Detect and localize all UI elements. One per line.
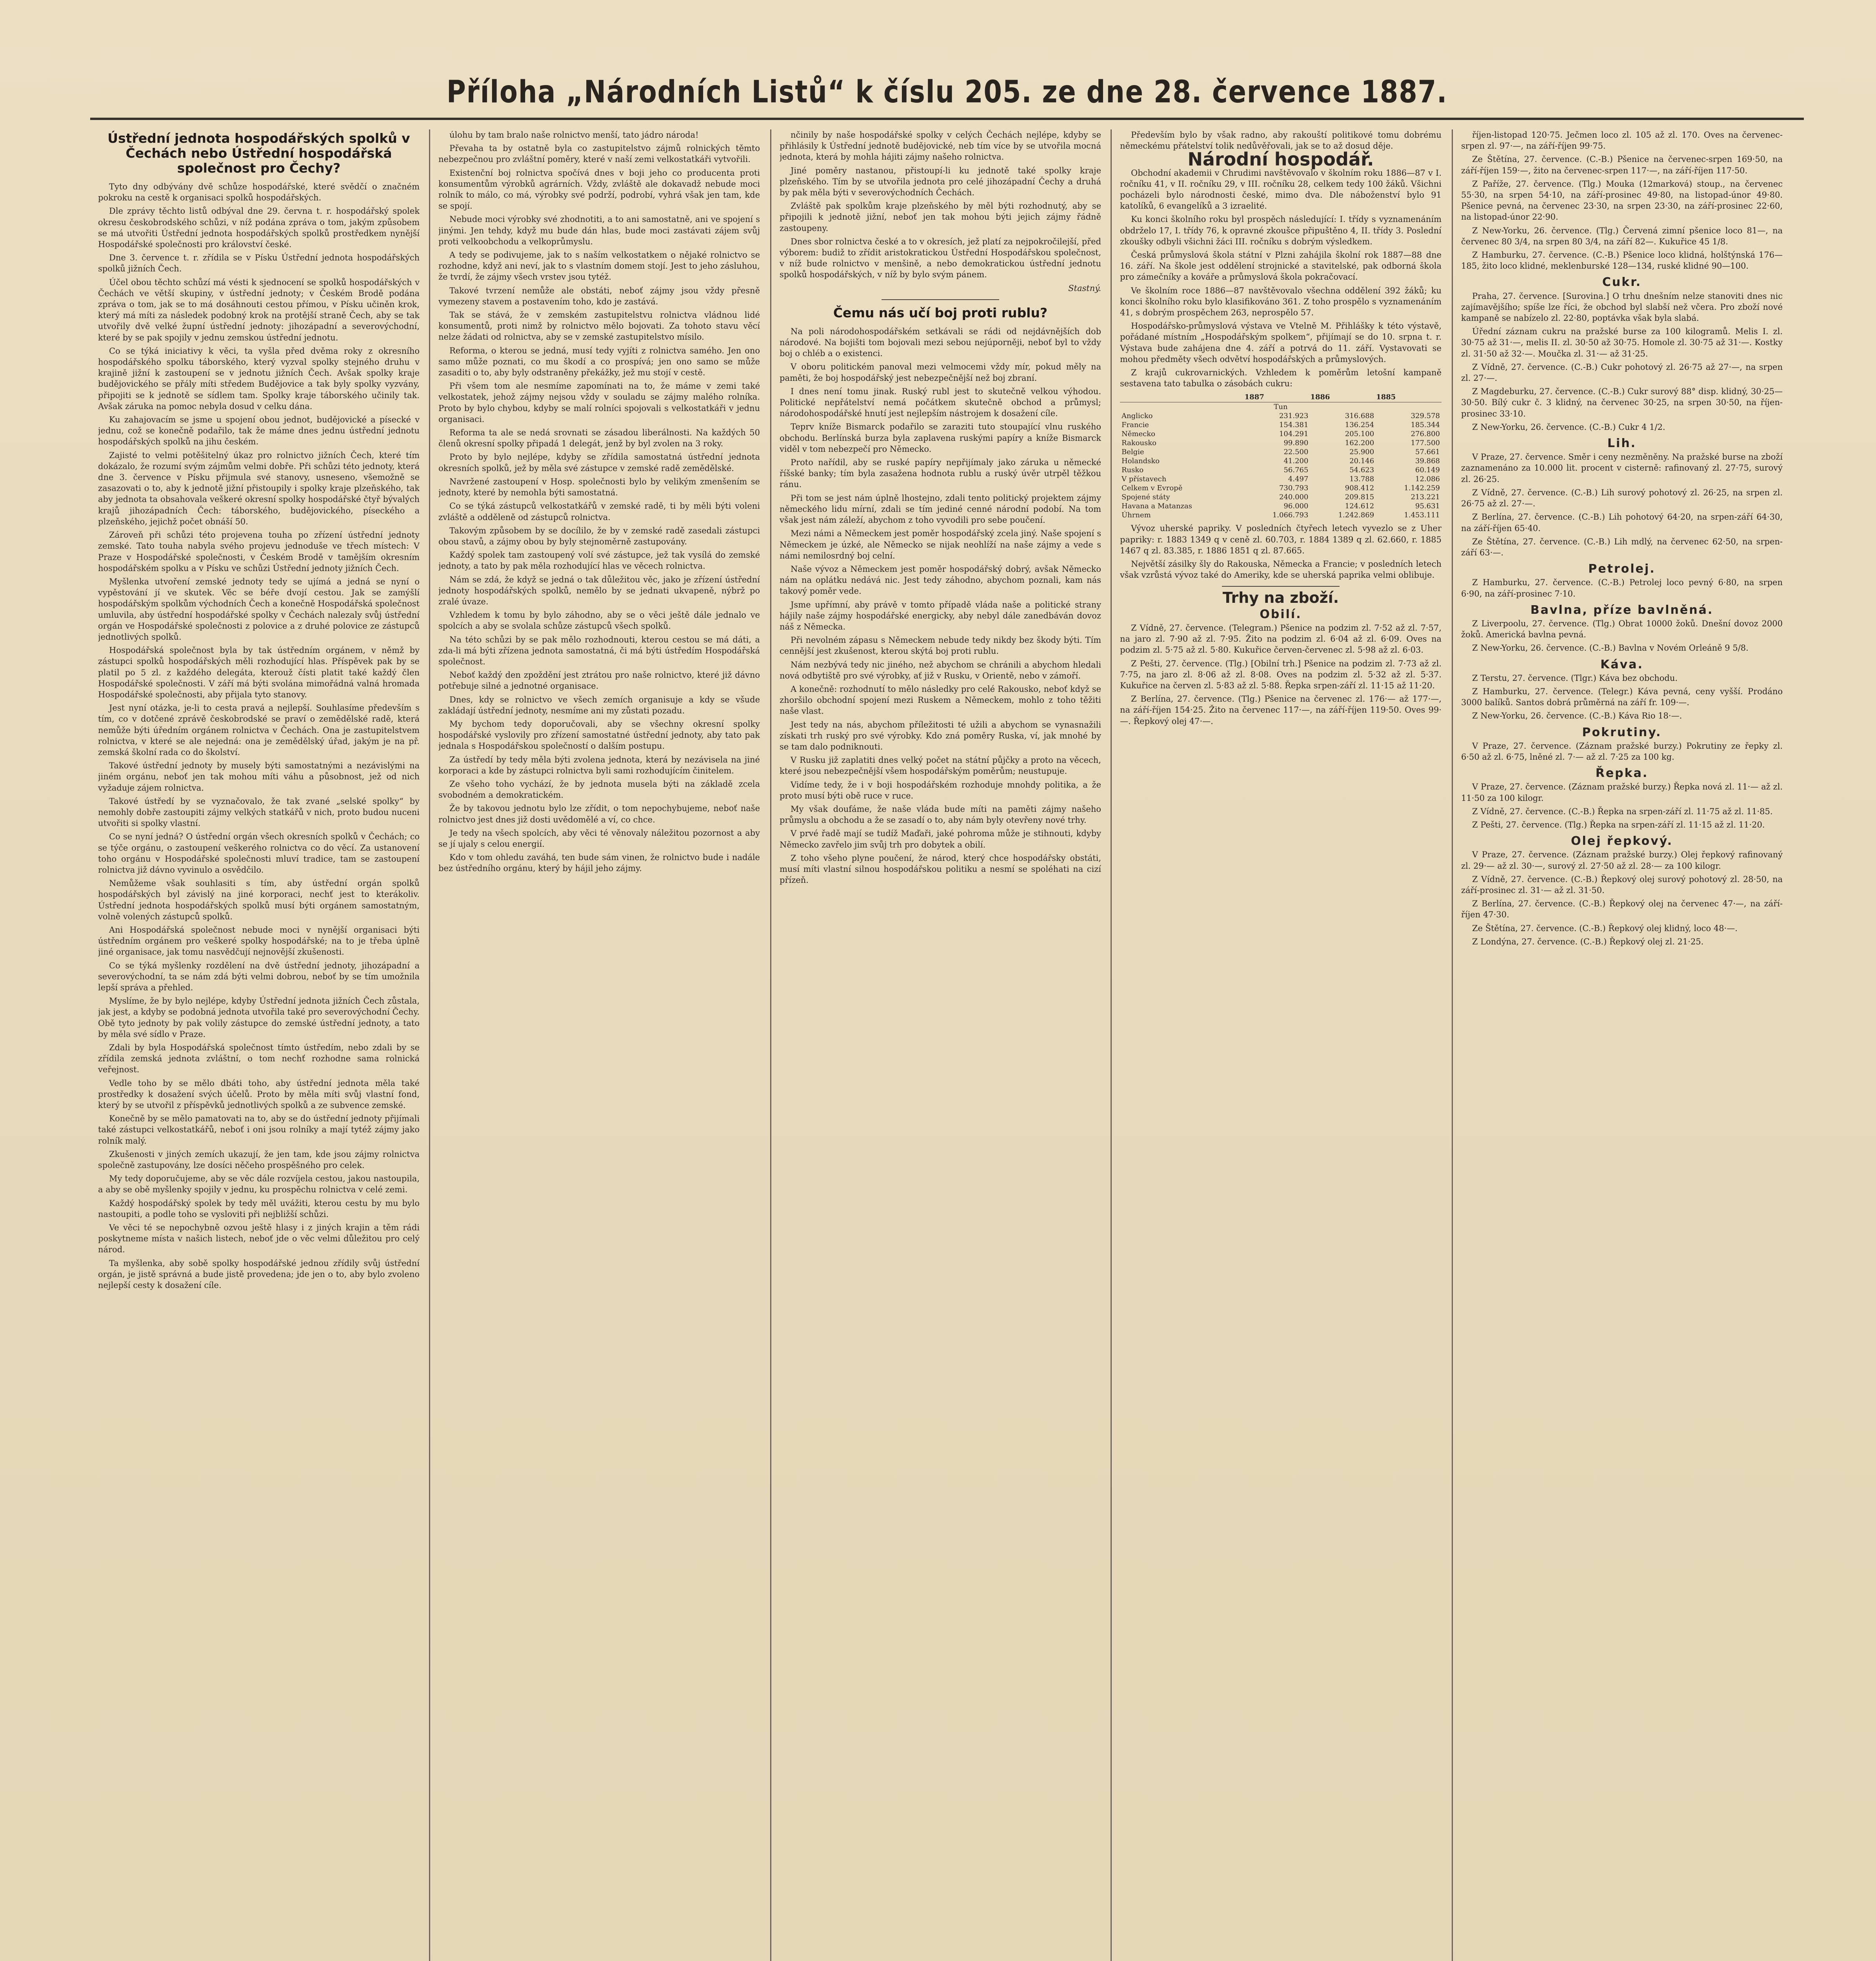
- paragraph: Navržené zastoupení v Hosp. společnosti bylo by velikým zmenšením se jednoty, které by nemohla býti samostatná.: [438, 477, 760, 498]
- paragraph: Hospodářská společnost byla by tak ústředním orgánem, v němž by zástupci spolků hospodářských měli rozhodující hlas. Příspěvek pak by se platil po 5 zl. z každého delegáta, kterouž čísti platit také každý člen Hospodářské společnosti. V září má býti svolána mimořádná valná hromada Hospodářské společnosti, aby přijala tyto stanovy.: [98, 646, 420, 699]
- subsection-title: Bavlna, příze bavlněná.: [1530, 603, 1714, 617]
- paragraph: Jsme upřímní, aby právě v tomto případě vláda naše a politické strany hájily naše zájmy hospodářské energicky, aby nebyl dále zanedbáván dovoz náš z Německa.: [780, 600, 1101, 631]
- market-report: Z Hamburku, 27. července. (C.-B.) Petrolej loco pevný 6·80, na srpen 6·90, na září-prosinec 7·10.: [1461, 578, 1783, 598]
- paragraph: Na poli národohospodářském setkávali se rádi od nejdávnějších dob národové. Na bojišti tom bojovali mezi sebou nejúporněji, neboť byl to vždy boj o chléb a o existenci.: [780, 326, 1101, 358]
- table-cell: 95.631: [1415, 502, 1440, 511]
- table-row-label: Holandsko: [1122, 457, 1160, 466]
- column-4: [1120, 129, 1442, 1961]
- paragraph: Účel obou těchto schůzí má vésti k sjednocení se spolků hospodářských v Čechách ve větší skupiny, v ústřední jednoty; v Českém Brodě podána zpráva o tom, jak se to má dosáhnouti cestou přímou, v Písku učiněn krok, který má míti za následek podobný krok na protější straně Čech, aby se tak utvořily dvě velké župní ústřední jednoty: jihozápadní a severovýchodní, které by se pak spojily v jednu zemskou ústřední jednotu.: [98, 277, 420, 342]
- table-cell: 730.793: [1279, 484, 1309, 493]
- paragraph: Konečně by se mělo pamatovati na to, aby se do ústřední jednoty přijímali také zástupci velkostatkářů, neboť i oni jsou rolníky a mají tytéž zájmy jako rolník malý.: [98, 1114, 420, 1146]
- table-cell: 104.291: [1279, 430, 1309, 438]
- paragraph: Dle zprávy těchto listů odbýval dne 29. června t. r. hospodářský spolek okresu českobrodského schůzi, v níž podána zpráva o tom, jakým způsobem se má utvořiti Ústřední jednota hospodářských spolků prostředkem nynější Hospodářské společnosti pro království české.: [98, 206, 420, 249]
- paragraph: Tyto dny odbývány dvě schůze hospodářské, které svědčí o značném pokroku na cestě k organisaci spolků hospodářských.: [98, 182, 420, 203]
- paragraph: Dne 3. července t. r. zřídila se v Písku Ústřední jednota hospodářských spolků jižních Čech.: [98, 253, 420, 274]
- table-cell: 154.381: [1279, 421, 1309, 429]
- separator-rule: [882, 299, 999, 300]
- paragraph: Zároveň při schůzi této projevena touha po zřízení ústřední jednoty zemské. Tato touha nabyla svého projevu jednoduše ve třech místech: V Praze v Hospodářské společnosti, v Českém Brodě v tamějším okresním hospodářském spolku a v Písku ve schůzi Ústřední jednoty jižních Čech.: [98, 530, 420, 573]
- table-row-label: Úhrnem: [1122, 511, 1151, 520]
- paragraph: Vedle toho by se mělo dbáti toho, aby ústřední jednota měla také prostředky k dosažení svých účelů. Proto by měla míti svůj vlastní fond, který by se utvořil z příspěvků jednotlivých spolků a ze subvence zemské.: [98, 1078, 420, 1110]
- article-byline: Stastný.: [1068, 283, 1101, 293]
- paragraph: Převaha ta by ostatně byla co zastupitelstvo zájmů rolnických těmto nebezpečnou pro zvláštní poměry, které v naší zemi velkostatkáři vytvořili.: [438, 144, 760, 164]
- paragraph: Takové ústřední jednoty by musely býti samostatnými a nezávislými na jiném orgánu, neboť jen tak mohou míti váhu a působnost, jež od nich vyžaduje zájem rolnictva.: [98, 761, 420, 793]
- paragraph: Každý hospodářský spolek by tedy měl uvážiti, kterou cestu by mu bylo nastoupiti, a podle toho se vysloviti při nejbližší schůzi.: [98, 1198, 420, 1219]
- paragraph: Při nevolném zápasu s Německem nebude tedy nikdy bez škody býti. Tím cennější jest zkušenost, kterou skýtá boj proti rublu.: [780, 635, 1101, 656]
- table-cell: 25.900: [1349, 448, 1374, 457]
- table-cell: 56.765: [1283, 466, 1309, 475]
- paragraph: Kdo v tom ohledu zaváhá, ten bude sám vinen, že rolnictvo bude i nadále bez ústředního orgánu, který by hájil jeho zájmy.: [438, 853, 760, 873]
- table-cell: 213.221: [1411, 493, 1440, 502]
- table-row: [1120, 493, 1442, 502]
- table-header-cell: 1887: [1244, 392, 1310, 402]
- paragraph: Co se týká zástupců velkostatkářů v zemské radě, ti by měli býti voleni zvláště a odděleně od zástupců rolnictva.: [438, 501, 760, 522]
- table-row-label: Havana a Matanzas: [1122, 502, 1192, 511]
- subsection-title: Řepka.: [1595, 766, 1649, 780]
- table-cell: 99.890: [1283, 439, 1309, 448]
- table-cell: 12.086: [1415, 475, 1440, 484]
- paragraph: Ku konci školního roku byl prospěch následující: I. třídy s vyznamenáním obdrželo 17, I. třídy 76, k opravné zkoušce připuštěno 4, II. třídy 3. Poslední zkoušky odbyli všichni žáci III. ročníku s dobrým výsledkem.: [1120, 215, 1442, 246]
- paragraph: Mezi námi a Německem jest poměr hospodářský zcela jiný. Naše spojení s Německem je úzké, ale Německo se nijak neohlíží na naše zájmy a vede s námi nemilosrdný boj celní.: [780, 529, 1101, 560]
- sugar-stocks-table: [1120, 392, 1442, 520]
- subsection-title: Káva.: [1600, 657, 1643, 671]
- subsection-title: Petrolej.: [1588, 562, 1656, 576]
- table-cell: 209.815: [1345, 493, 1374, 502]
- table-cell: 136.254: [1345, 421, 1374, 429]
- table-unit-row: [1120, 402, 1442, 412]
- market-report: Úřední záznam cukru na pražské burse za 100 kilogramů. Melis I. zl. 30·75 až 31·—, melis II. zl. 30·50 až 30·75. Homole zl. 30·75 až 31·—. Kostky zl. 31·50 až 32·—. Moučka zl. 31·— až 31·25.: [1461, 327, 1783, 358]
- market-report: Ze Štětína, 27. července. (C.-B.) Lih mdlý, na červenec 62·50, na srpen-září 63·—.: [1461, 537, 1783, 557]
- paragraph: Reforma, o kterou se jedná, musí tedy vyjíti z rolnictva samého. Jen ono samo může poznati, co mu škodí a co prospívá; jen ono samo se může zasaditi o to, aby byly odstraněny překážky, jež mu stojí v cestě.: [438, 346, 760, 378]
- table-cell: 205.100: [1345, 430, 1374, 438]
- table-cell: 39.868: [1415, 457, 1440, 466]
- paragraph: Nebude moci výrobky své zhodnotiti, a to ani samostatně, ani ve spojení s jinými. Jen tehdy, když mu bude dán hlas, bude moci zastávati zájem svůj proti velkoobchodu a velkoprůmyslu.: [438, 215, 760, 246]
- paragraph: My bychom tedy doporučovali, aby se všechny okresní spolky hospodářské vyslovily pro zřízení samostatné ústřední jednoty, aby tato pak jednala s Hospodářskou společností o dalším postupu.: [438, 719, 760, 751]
- table-row-label: Francie: [1122, 421, 1149, 429]
- table-cell: 185.344: [1411, 421, 1440, 429]
- paragraph: A konečně: rozhodnutí to mělo následky pro celé Rakousko, neboť když se zhoršilo obchodní spojení mezi Ruskem a Německem, mohlo z toho těžiti naše vlast.: [780, 684, 1101, 716]
- page-title: Příloha „Národních Listů“ k číslu 205. ze dne 28. července 1887.: [446, 75, 1448, 110]
- table-row-label: Rusko: [1122, 466, 1144, 475]
- table-cell: 240.000: [1279, 493, 1309, 502]
- paragraph: Při tom se jest nám úplně lhostejno, zdali tento politický projektem zájmy německého lidu mírní, zdali se tím jediné cenné národní podobí. Na tom však jest nám záleží, abychom z toho vyvodili pro sebe poučení.: [780, 493, 1101, 525]
- section-title: Národní hospodář.: [1187, 149, 1374, 170]
- table-cell: 54.623: [1349, 466, 1374, 475]
- column-divider: [1111, 129, 1112, 1961]
- paragraph: Zkušenosti v jiných zemích ukazují, že jen tam, kde jsou zájmy rolnictva společně zastupovány, lze dosíci něčeho prospěšného pro celek.: [98, 1149, 420, 1170]
- table-cell: 276.800: [1411, 430, 1440, 438]
- subsection-title: Obilí.: [1260, 607, 1302, 621]
- paragraph: Obchodní akademii v Chrudimi navštěvovalo v školním roku 1886—87 v I. ročníku 41, v II. ročníku 29, v III. ročníku 28, celkem tedy 100 žáků. Všichni pocházeli bylo národnosti české, mimo dva. Dle náboženství bylo 91 katolíků, 6 evangelíků a 3 izraelité.: [1120, 168, 1442, 211]
- paragraph: Ta myšlenka, aby sobě spolky hospodářské jednou zřídily svůj ústřední orgán, je jistě správná a bude jistě provedena; jde jen o to, aby bylo zvoleno nejlepší cesty k dosažení cíle.: [98, 1258, 420, 1290]
- column-2: [438, 129, 760, 1961]
- table-cell: 1.142.259: [1404, 484, 1440, 493]
- table-cell: 41.200: [1283, 457, 1309, 466]
- table-row: [1120, 511, 1442, 520]
- paragraph: Myslíme, že by bylo nejlépe, kdyby Ústřední jednota jižních Čech zůstala, jak jest, a kdyby se podobná jednota utvořila také pro severovýchodní Čechy. Obě tyto jednoty by pak volily zástupce do zemské ústřední jednoty, a tato by měla své sídlo v Praze.: [98, 996, 420, 1039]
- market-report: V Praze, 27. července. Směr i ceny nezměněny. Na pražské burse na zboží zaznamenáno za 10.000 lit. procent v cisterně: rafinovaný zl. 27·75, surový zl. 26·25.: [1461, 452, 1783, 484]
- column-5: [1461, 129, 1783, 1961]
- table-body: [1120, 411, 1442, 520]
- paragraph: Teprv kníže Bismarck podařilo se zaraziti tuto stoupající vlnu ruského obchodu. Berlínská burza byla zaplavena ruskými papíry a kníže Bismarck viděl v tom nebezpečí pro Německo.: [780, 422, 1101, 454]
- paragraph: Reforma ta ale se nedá srovnati se zásadou liberálnosti. Na každých 50 členů okresní spolky připadá 1 delegát, jenž by byl zvolen na 3 roky.: [438, 428, 760, 449]
- paragraph: Je tedy na všech spolcích, aby věci té věnovaly náležitou pozornost a aby se jí ujaly s celou energií.: [438, 828, 760, 849]
- paragraph: Ku zahajovacím se jsme u spojení obou jednot, budějovické a písecké v jednu, což se konečně podařilo, tak že máme dnes jednu ústřední jednotu hospodářských spolků na jihu českém.: [98, 415, 420, 447]
- market-report: Z Pešti, 27. července. (Tlg.) [Obilní trh.] Pšenice na podzim zl. 7·73 až zl. 7·75, na jaro zl. 8·06 až zl. 8·08. Oves na podzim zl. 5·32 až zl. 5·37. Kukuřice na červen zl. 5·83 až zl. 5·88. Řepka srpen-září zl. 11·15 až 11·20.: [1120, 659, 1442, 690]
- table-cell: 22.500: [1283, 448, 1309, 457]
- paragraph: Každý spolek tam zastoupený volí své zástupce, jež tak vysílá do zemské jednoty, a tato by pak měla rozhodující hlas ve věcech rolnictva.: [438, 550, 760, 571]
- market-report: Z Hamburku, 27. července. (C.-B.) Pšenice loco klidná, holštýnská 176—185, žito loco klidné, meklenburské 128—134, ruské klidné 90—100.: [1461, 250, 1783, 271]
- table-cell: 96.000: [1283, 502, 1309, 511]
- market-report: Z Paříže, 27. července. (Tlg.) Mouka (12marková) stoup., na červenec 55·30, na srpen 54·10, na září-prosinec 49·80, na listopad-únor 49·80. Pšenice pevná, na červenec 23·30, na srpen 23·30, na září-prosinec 22·60, na listopad-únor 22·90.: [1461, 179, 1783, 222]
- market-report: Z Londýna, 27. července. (C.-B.) Řepkový olej zl. 21·25.: [1472, 937, 1704, 946]
- market-report: říjen-listopad 120·75. Ječmen loco zl. 105 až zl. 170. Oves na červenec-srpen zl. 97·—, na září-říjen 99·75.: [1461, 130, 1783, 151]
- paragraph: Vidíme tedy, že i v boji hospodářském rozhoduje mnohdy politika, a že proto musí býti obě ruce v ruce.: [780, 780, 1101, 800]
- paragraph: Dnes sbor rolnictva české a to v okresích, jež platí za nejpokročilejší, před výborem: budiž to zřídit aristokratickou Ústřední Hospodářskou společnost, v níž bude rolnictvo v menšině, a nebo demokratickou ústřední jednotu spolků hospodářských, v níž by bylo svým pánem.: [780, 236, 1101, 280]
- table-cell: 1.066.793: [1272, 511, 1309, 520]
- table-header-cell: [1120, 392, 1244, 402]
- table-cell: 4.497: [1288, 475, 1309, 484]
- paragraph: Ani Hospodářská společnost nebude moci v nynější organisaci býti ústředním orgánem pro veškeré spolky hospodářské; na to je třeba úplně jiné organisace, jak tomu nasvědčují nejnovější zkušenosti.: [98, 925, 420, 957]
- table-cell: 231.923: [1279, 412, 1309, 420]
- paragraph: Jiné poměry nastanou, přistoupí-li ku jednotě také spolky kraje plzeňského. Tím by se utvořila jednota pro celé jihozápadní Čechy a druhá by pak měla býti v severovýchodních Čechách.: [780, 166, 1101, 198]
- paragraph: Takovým způsobem by se docílilo, že by v zemské radě zasedali zástupci obou stavů, a zájmy obou by byly stejnoměrně zastupovány.: [438, 526, 760, 546]
- column-3: [780, 129, 1101, 1961]
- paragraph: Především bylo by však radno, aby rakouští politikové tomu dobrému německému přátelství tolik nedůvěřovali, jak se to až dosud děje.: [1120, 130, 1442, 151]
- table-cell: 162.200: [1345, 439, 1374, 448]
- paragraph: Dnes, kdy se rolnictvo ve všech zemích organisuje a kdy se všude zakládají ústřední jednoty, nesmíme ani my zůstati pozadu.: [438, 695, 760, 715]
- page-header: [90, 75, 1804, 120]
- table-cell: 177.500: [1411, 439, 1440, 448]
- table-row-label: Německo: [1122, 430, 1155, 438]
- market-report: V Praze, 27. července. (Záznam pražské burzy.) Pokrutiny ze řepky zl. 6·50 až zl. 6·75, lněné zl. 7·— až zl. 7·25 za 100 kg.: [1461, 741, 1783, 762]
- table-row: [1120, 466, 1442, 475]
- table-cell: 329.578: [1411, 412, 1440, 420]
- column-divider: [770, 129, 771, 1961]
- paragraph: Nám nezbývá tedy nic jiného, než abychom se chránili a abychom hledali nová odbytiště pro své výrobky, ať již v Rusku, v Orientě, nebo v zámoří.: [780, 660, 1101, 680]
- paragraph: nčinily by naše hospodářské spolky v celých Čechách nejlépe, kdyby se přihlásily k Ústřední jednotě budějovické, neb tím více by se utvořila mocná jednota, která by mohla hájiti zájmy našeho rolnictva.: [780, 130, 1101, 162]
- market-report: V Praze, 27. července. (Záznam pražské burzy.) Řepka nová zl. 11·— až zl. 11·50 za 100 kilogr.: [1461, 782, 1783, 803]
- paragraph: My však doufáme, že naše vláda bude míti na paměti zájmy našeho průmyslu a obchodu a že se zasadí o to, aby nám byly otevřeny nové trhy.: [780, 804, 1101, 825]
- paragraph: Neboť každý den zpoždění jest ztrátou pro naše rolnictvo, které již dávno potřebuje silné a jednotné organisace.: [438, 670, 760, 691]
- paragraph: Česká průmyslová škola státní v Plzni zahájila školní rok 1887—88 dne 16. září. Na škole jest oddělení strojnické a stavitelské, pak odborná škola pro zámečníky a kováře a průmyslová škola pokračovací.: [1120, 250, 1442, 282]
- market-report: Z Vídně, 27. července. (C.-B.) Cukr pohotový zl. 26·75 až 27·—, na srpen zl. 27·—.: [1461, 362, 1783, 383]
- paragraph: Nám se zdá, že když se jedná o tak důležitou věc, jako je zřízení ústřední jednoty hospodářských spolků, nemělo by se jednati ukvapeně, nýbrž po zralé úvaze.: [438, 575, 760, 606]
- paragraph: Z toho všeho plyne poučení, že národ, který chce hospodářsky obstáti, musí míti vlastní silnou hospodářskou politiku a nesmí se spoléhati na cizí přízeň.: [780, 853, 1101, 885]
- column-divider: [429, 129, 430, 1961]
- subsection-title: Olej řepkový.: [1571, 834, 1673, 848]
- table-row-label: Anglicko: [1122, 412, 1153, 420]
- article-title: Ústřední jednota hospodářských spolků v Čechách nebo Ústřední hospodářská společnost pro Čechy?: [107, 131, 410, 176]
- paragraph: Co se nyní jedná? O ústřední orgán všech okresních spolků v Čechách; co se týče orgánu, o zastoupení veškerého rolnictva co do věcí. Za ustanovení toho orgánu v Hospodářské společnosti mluví tradice, tam se zastoupení rolnictva již dávno vyvinulo a osvědčilo.: [98, 832, 420, 875]
- table-cell: 1.453.111: [1404, 511, 1440, 520]
- paragraph: Naše vývoz a Německem jest poměr hospodářský dobrý, avšak Německo nám na oplátku nedává nic. Jest tedy záhodno, abychom poznali, kam nás takový poměr vede.: [780, 564, 1101, 596]
- paragraph: Na této schůzi by se pak mělo rozhodnouti, kterou cestou se má dáti, a zda-li má býti zřízena jednota samostatná, či má býti ústředím Hospodářská společnost.: [438, 635, 760, 666]
- paragraph: Existenční boj rolnictva spočívá dnes v boji jeho co producenta proti konsumentům výrobků agrárních. Vždy, zvláště ale dokavadž nebude moci rolník to málo, co má, výrobky své podrží, podrobí, vyhrá však jen tam, kde se spojí.: [438, 168, 760, 211]
- market-report: Praha, 27. července. [Surovina.] O trhu dnešním nelze stanoviti dnes nic zajímavějšího; spíše lze říci, že obchod byl slabší než včera. Pro zboží nové kampaně se nabízelo zl. 22·80, poptávka však byla slabá.: [1461, 291, 1783, 323]
- paragraph: Tak se stává, že v zemském zastupitelstvu rolnictva vládnou lidé konsumentů, proti nimž by rolnictvo mělo bojovati. Za tohoto stavu věcí nelze žádati od rolnictva, aby se v zemské zastupitelstvo mísilo.: [438, 310, 760, 342]
- table-row: [1120, 502, 1442, 511]
- table-row: [1120, 457, 1442, 466]
- paragraph: My tedy doporučujeme, aby se věc dále rozvíjela cestou, jakou nastoupila, a aby se obě myšlenky spojily v jednu, ku prospěchu rolnictva v celé zemi.: [98, 1174, 420, 1195]
- paragraph: Jest tedy na nás, abychom příležitosti té užili a abychom se vynasnažili získati trh ruský pro své výrobky. Kdo zná poměry Ruska, ví, jak mnohé by se tam dalo podniknouti.: [780, 720, 1101, 751]
- separator-rule: [1222, 586, 1340, 587]
- table-row: [1120, 429, 1442, 438]
- paragraph: Největší zásilky šly do Rakouska, Německa a Francie; v posledních letech však vzrůstá vývoz také do Ameriky, kde se uherská paprika velmi oblibuje.: [1120, 559, 1442, 580]
- market-report: Z Liverpoolu, 27. července. (Tlg.) Obrat 10000 žoků. Dnešní dovoz 2000 žoků. Americká bavlna pevná.: [1461, 618, 1783, 640]
- paragraph: Z krajů cukrovarnických. Vzhledem k poměrům letošní kampaně sestavena tato tabulka o zásobách cukru:: [1120, 368, 1442, 389]
- paragraph: Proto nařídil, aby se ruské papíry nepřijímaly jako záruka u německé říšské banky; tím byla zasažena hodnota rublu a ruský úvěr utrpěl těžkou ránu.: [780, 458, 1101, 489]
- paragraph: V Rusku již zaplatiti dnes velký počet na státní půjčky a proto na věcech, které jsou nebezpečnější všem hospodářským poměrům; neustupuje.: [780, 755, 1101, 776]
- market-report: Z Hamburku, 27. července. (Telegr.) Káva pevná, ceny vyšší. Prodáno 3000 balíků. Santos dobrá průměrná na září fr. 109·—.: [1461, 686, 1783, 708]
- paragraph: V prvé řadě mají se tudíž Maďaři, jaké pohroma může je stihnouti, kdyby Německo zavřelo jim svůj trh pro dobytek a obilí.: [780, 829, 1101, 850]
- market-report: Z New-Yorku, 26. července. (C.-B.) Káva Rio 18·—.: [1472, 711, 1682, 721]
- paragraph: Co se týká iniciativy k věci, ta vyšla před dvěma roky z okresního hospodářského spolku táborského, který vyzval spolky stejného druhu v krajině jižní k zastoupení se v jednotu jižních Čech. Avšak spolky kraje budějovického se přály míti středem Budějovice a tak byly spolky vyzvány, připojiti se k jednotě se sídlem tam. Spolky kraje táborského učinily tak. Avšak záruka na pomoc nebyla dosud v celku dána.: [98, 346, 420, 411]
- paragraph: Ze všeho toho vychází, že by jednota musela býti na základě zcela svobodném a demokratickém.: [438, 779, 760, 800]
- paragraph: Zvláště pak spolkům kraje plzeňského by měl býti rozhodnutý, aby se připojili k jednotě jižní, neboť jen tak mohou býti jejich zájmy řádně zastoupeny.: [780, 201, 1101, 233]
- paragraph: Myšlenka utvoření zemské jednoty tedy se ujímá a jedná se nyní o vypěstování jí ve skutek. Věc se béře dvojí cestou. Jak se zamýšlí hospodářským spolkům východních Čech a konečně Hospodářská společnost umluvila, aby ústřední hospodářské spolky v Čechách nalezaly svůj ústřední orgán ve Hospodářské společnosti z polovice a z druhé polovice ze zástupců jednotlivých spolků.: [98, 577, 420, 642]
- market-report: Z Pešti, 27. července. (Tlg.) Řepka na srpen-září zl. 11·15 až zl. 11·20.: [1472, 820, 1765, 830]
- paragraph: Při všem tom ale nesmíme zapomínati na to, že máme v zemi také velkostatek, jehož zájmy nejsou vždy v souladu se zájmy malého rolníka. Proto by bylo chybou, kdyby se malí rolníci spojovali s velkostatkáři v jednu organisaci.: [438, 381, 760, 424]
- subsection-title: Pokrutiny.: [1582, 725, 1662, 739]
- column-divider: [1452, 129, 1453, 1961]
- market-report: V Praze, 27. července. (Záznam pražské burzy.) Olej řepkový rafinovaný zl. 29·— až zl. 30·—, surový zl. 27·50 až zl. 28·— za 100 kilogr.: [1461, 850, 1783, 871]
- table-unit: Tun: [1274, 403, 1288, 411]
- table-row: [1120, 484, 1442, 493]
- paragraph: Vzhledem k tomu by bylo záhodno, aby se o věci ještě dále jednalo ve spolcích a aby se svolala schůze zástupců všech spolků.: [438, 610, 760, 631]
- table-cell: 13.788: [1349, 475, 1374, 484]
- table-cell: 60.149: [1415, 466, 1440, 475]
- market-report: Z Vídně, 27. července. (Telegram.) Pšenice na podzim zl. 7·52 až zl. 7·57, na jaro zl. 7·90 až zl. 7·95. Žito na podzim zl. 6·04 až zl. 6·09. Oves na podzim zl. 5·75 až zl. 5·80. Kukuřice červen-červenec zl. 5·98 až zl. 6·03.: [1120, 623, 1442, 655]
- paragraph: Vývoz uherské papriky. V posledních čtyřech letech vyvezlo se z Uher papriky: r. 1883 1349 q v ceně zl. 60.703, r. 1884 1389 q zl. 62.660, r. 1885 1467 q zl. 83.385, r. 1886 1851 q zl. 87.665.: [1120, 524, 1442, 555]
- article-title: Čemu nás učí boj proti rublu?: [833, 305, 1048, 320]
- table-row-label: Spojené státy: [1122, 493, 1170, 502]
- market-report: Z Berlína, 27. července. (C.-B.) Řepkový olej na červenec 47·—, na září-říjen 47·30.: [1461, 899, 1783, 920]
- market-report: Z Vídně, 27. července. (C.-B.) Řepkový olej surový pohotový zl. 28·50, na září-prosinec zl. 31·— až zl. 31·50.: [1461, 874, 1783, 895]
- table-row-label: Belgie: [1122, 448, 1144, 457]
- table-row-label: Celkem v Evropě: [1122, 484, 1183, 493]
- section-title: Trhy na zboží.: [1222, 589, 1339, 607]
- table-cell: 908.412: [1345, 484, 1374, 493]
- paragraph: A tedy se podivujeme, jak to s naším velkostatkem o nějaké rolnictvo se rozhodne, když ani neví, jak to s vlastním domem stojí. Jest to jeho zásluhou, že tvrdí, že zájmy všech vrstev jsou tytéž.: [438, 250, 760, 282]
- paragraph: Hospodářsko-průmyslová výstava ve Vtelně M. Přihlášky k této výstavě, pořádané místním „Hospodářským spolkem“, přijímají se do 10. srpna t. r. Výstava bude zahájena dne 4. září a potrvá do 11. září. Vystavovati se mohou předměty všech odvětví hospodářských a průmyslových.: [1120, 321, 1442, 364]
- market-report: Z New-Yorku, 26. července. (C.-B.) Cukr 4 1/2.: [1472, 422, 1665, 432]
- paragraph: Zdali by byla Hospodářská společnost tímto ústředím, nebo zdali by se zřídila zemská jednota zvláštní, o tom nechť rozhodne sama rolnická veřejnost.: [98, 1043, 420, 1075]
- market-report: Z Terstu, 27. července. (Tlgr.) Káva bez obchodu.: [1472, 673, 1678, 683]
- table-header-cell: 1886: [1310, 392, 1376, 402]
- table-row: [1120, 448, 1442, 457]
- paragraph: Jest nyní otázka, je-li to cesta pravá a nejlepší. Souhlasíme především s tím, co v dotčené zprávě českobrodské se praví o zemědělské radě, která nemůže býti úředním orgánem rolnictva v Čechách. Ona je zastupitelstvem rolnictva, v které se ale nejedná: ona je zemědělský úřad, jakým je na př. zemská školní rada co do školství.: [98, 703, 420, 757]
- table-cell: 316.688: [1345, 412, 1374, 420]
- market-report: Z Vídně, 27. července. (C.-B.) Řepka na srpen-září zl. 11·75 až zl. 11·85.: [1472, 806, 1773, 816]
- table-row: [1120, 411, 1442, 420]
- paragraph: Za ústředí by tedy měla býti zvolena jednota, která by nezávisela na jiné korporaci a kde by zástupci rolnictva byli sami rozhodujícím činitelem.: [438, 755, 760, 775]
- paragraph: I dnes není tomu jinak. Ruský rubl jest to skutečně velkou výhodou. Politické nepřátelství nemá počátkem skutečně obchod a průmysl; národohospodářské hnutí jest nejlepším nástrojem k dosažení cíle.: [780, 386, 1101, 418]
- table-row: [1120, 420, 1442, 429]
- table-cell: 57.661: [1415, 448, 1440, 457]
- market-report: Z Vídně, 27. července. (C.-B.) Lih surový pohotový zl. 26·25, na srpen zl. 26·75 až zl. 27·—.: [1461, 488, 1783, 509]
- table-row: [1120, 475, 1442, 484]
- table-row: [1120, 438, 1442, 448]
- paragraph: Takové tvrzení nemůže ale obstáti, neboť zájmy jsou vždy přesně vymezeny stavem a postavením toho, kdo je zastává.: [438, 286, 760, 306]
- paragraph: Ve věci té se nepochybně ozvou ještě hlasy i z jiných krajin a těm rádi poskytneme místa v našich listech, neboť jde o věc velmi důležitou pro celý národ.: [98, 1223, 420, 1255]
- table-header-cell: 1885: [1376, 392, 1442, 402]
- paragraph: úlohu by tam bralo naše rolnictvo menší, tato jádro národa!: [449, 130, 699, 140]
- table-cell: 124.612: [1345, 502, 1374, 511]
- market-report: Z Berlína, 27. července. (Tlg.) Pšenice na červenec zl. 176·— až 177·—, na září-říjen 154·25. Žito na červenec 117·—, na září-říjen 119·50. Oves 99·—. Řepkový olej 47·—.: [1120, 694, 1442, 726]
- paragraph: Co se týká myšlenky rozdělení na dvě ústřední jednoty, jihozápadní a severovýchodní, ta se nám zdá býti velmi dobrou, neboť by se tím umožnila lepší správa a přehled.: [98, 960, 420, 993]
- paragraph: Že by takovou jednotu bylo lze zřídit, o tom nepochybujeme, neboť naše rolnictvo jest dnes již dosti uvědomělé a ví, co chce.: [438, 804, 760, 824]
- market-report: Z New-Yorku, 26. července. (C.-B.) Bavlna v Novém Orleáně 9 5/8.: [1472, 643, 1749, 653]
- column-1: [98, 129, 420, 1961]
- paragraph: Ve školním roce 1886—87 navštěvovalo všechna oddělení 392 žáků; ku konci školního roku bylo klasifikováno 361. Z toho prospělo s vyznamenáním 41, s dobrým prospěchem 263, neprospělo 57.: [1120, 286, 1442, 318]
- market-report: Ze Štětína, 27. července. (C.-B.) Pšenice na červenec-srpen 169·50, na září-říjen 159·—, žito na červenec-srpen 117·—, na září-říjen 117·50.: [1461, 155, 1783, 175]
- paragraph: Nemůžeme však souhlasiti s tím, aby ústřední orgán spolků hospodářských byl závislý na jiné korporaci, nechť jest to kterákoliv. Ústřední jednota hospodářských spolků musí býti orgánem samostatným, volně volených zástupců spolků.: [98, 879, 420, 921]
- paragraph: Takové ústředí by se vyznačovalo, že tak zvané „selské spolky“ by nemohly dobře zastoupiti zájmy velkých statkářů v nich, proto budou nuceni utvořiti si spolky vlastní.: [98, 796, 420, 828]
- table-row-label: Rakousko: [1122, 439, 1157, 448]
- market-report: Z Berlína, 27. července. (C.-B.) Lih pohotový 64·20, na srpen-září 64·30, na září-říjen 65·40.: [1461, 512, 1783, 533]
- paragraph: V oboru politickém panoval mezi velmocemi vždy mír, pokud měly na paměti, že boj hospodářský jest nebezpečnější než boj zbraní.: [780, 362, 1101, 383]
- market-report: Ze Štětína, 27. července. (C.-B.) Řepkový olej klidný, loco 48·—.: [1472, 923, 1738, 933]
- columns-container: [98, 129, 1792, 1961]
- market-report: Z New-Yorku, 26. července. (Tlg.) Červená zimní pšenice loco 81—, na červenec 80 3/4, na srpen 80 3/4, na září 82—. Kukuřice 45 1/8.: [1461, 226, 1783, 246]
- paragraph: Zajisté to velmi potěšitelný úkaz pro rolnictvo jižních Čech, které tím dokázalo, že rozumí svým zájmům velmi dobře. Při schůzi této jednoty, která dne 3. července v Písku přijmula své stanovy, usneseno, všemožně se zasazovati o to, aby k jednotě jižní přistoupily i spolky kraje plzeňského, tak aby jednota ta obsahovala veškeré okresní spolky hospodářské čtyř bývalých krajů jihozápadních Čech: táborského, budějovického, píseckého a plzeňského, jejichž počet obnáší 50.: [98, 450, 420, 526]
- subsection-title: Lih.: [1607, 437, 1637, 451]
- subsection-title: Cukr.: [1602, 275, 1642, 289]
- table-row-label: V přístavech: [1122, 475, 1167, 484]
- table-header-row: [1120, 392, 1442, 402]
- table-cell: 1.242.869: [1338, 511, 1374, 520]
- market-report: Z Magdeburku, 27. července. (C.-B.) Cukr surový 88° disp. klidný, 30·25—30·50. Bílý cukr č. 3 klidný, na červenec 30·25, na srpen 30·50, na říjen-prosinec 33·10.: [1461, 387, 1783, 418]
- table-cell: 20.146: [1349, 457, 1374, 466]
- paragraph: Proto by bylo nejlépe, kdyby se zřídila samostatná ústřední jednota okresních spolků, jež by měla své zástupce v zemské radě zemědělské.: [438, 452, 760, 473]
